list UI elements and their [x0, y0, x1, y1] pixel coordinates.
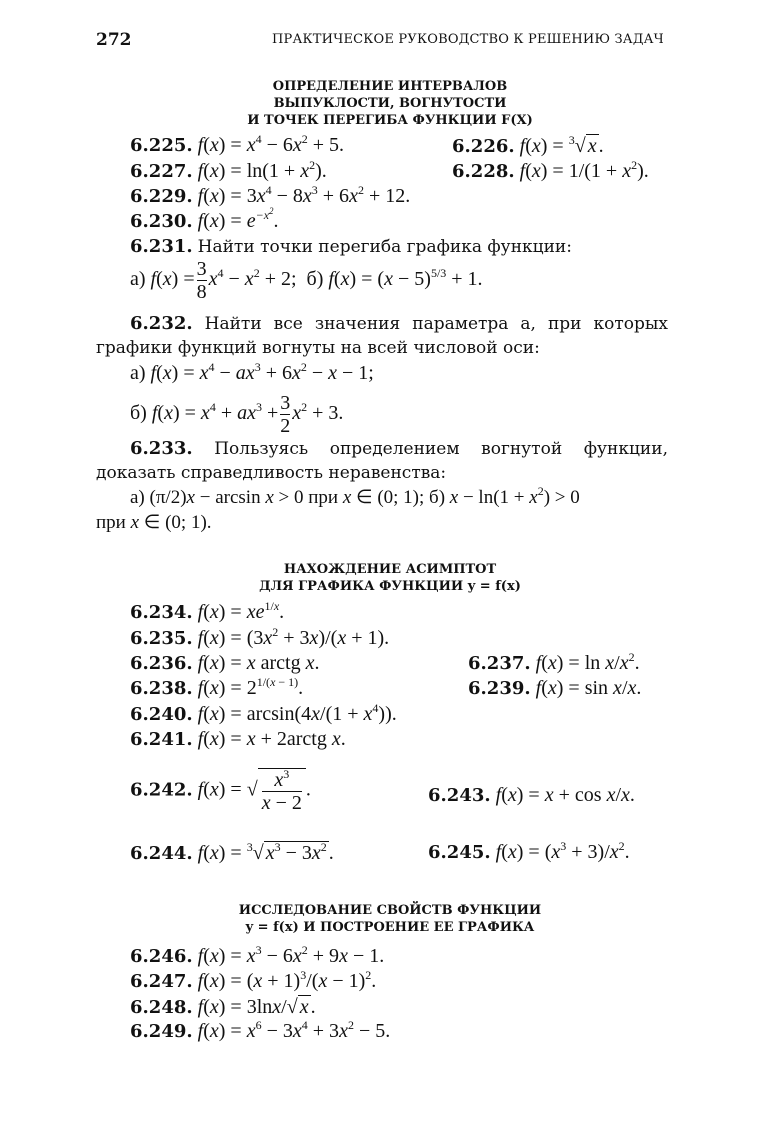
problem-6-246: 6.246. $f(x) = x^3 - 6x^2 + 9x - 1$. [130, 943, 385, 967]
problem-number: 6.233. [130, 438, 193, 459]
section-3-heading [110, 902, 670, 936]
problem-number: 6.247. [130, 971, 193, 992]
problem-6-243: 6.243. f(x) = x + cos x/x. [428, 784, 635, 806]
problem-number: 6.240. [130, 704, 193, 725]
problem-number: 6.236. [130, 653, 193, 674]
section-2-heading [110, 561, 670, 595]
problem-6-241: 6.241. f(x) = x + 2arctg x. [130, 728, 346, 750]
problem-number: 6.230. [130, 211, 193, 232]
problem-6-249: 6.249. $f(x) = x^6 - 3x^4 + 3x^2 - 5$. [130, 1018, 391, 1042]
cube-root: x [587, 135, 597, 157]
problem-6-248: 6.248. f(x) = 3lnx/√ x . [130, 996, 316, 1018]
problem-number: 6.248. [130, 997, 193, 1018]
section-3-title-line2: y = f(x) И ПОСТРОЕНИЕ ЕЕ ГРАФИКА [245, 920, 535, 935]
problem-number: 6.235. [130, 628, 193, 649]
problem-number: 6.227. [130, 161, 193, 182]
problem-number: 6.225. [130, 135, 193, 156]
problem-number: 6.229. [130, 186, 193, 207]
problem-number: 6.245. [428, 842, 491, 863]
problem-6-229: 6.229. $f(x) = 3x^4 - 8x^3 + 6x^2 + 12$. [130, 183, 411, 207]
problem-6-232 [96, 312, 668, 360]
problem-6-245: 6.245. $f(x) = (x^3 + 3)/x^2$. [428, 839, 630, 863]
problem-6-226: 6.226. f(x) = $^3$√ x . [452, 133, 604, 157]
section-2-title-line2: ДЛЯ ГРАФИКА ФУНКЦИИ y = f(x) [259, 579, 521, 594]
problem-6-225: 6.225. $f(x) = x^4 - 6x^2 + 5$. [130, 132, 345, 156]
section-1-title-line2: ВЫПУКЛОСТИ, ВОГНУТОСТИ [273, 96, 507, 111]
problem-number: 6.228. [452, 161, 515, 182]
problem-6-233 [96, 437, 668, 485]
problem-text: Найти все значения параметра a, при которых графики функций вогнуты на всей числовой оси: [96, 314, 668, 358]
problem-6-228: 6.228. $f(x) = 1/(1 + x^2)$. [452, 158, 649, 182]
problem-6-232-part-b: б) $f(x) = x^4 + ax^3$ + $\frac{3}{2}$ $x^2 + 3$. [130, 392, 344, 437]
problem-number: 6.244. [130, 843, 193, 864]
problem-number: 6.231. [130, 236, 193, 257]
section-1-title-line1: ОПРЕДЕЛЕНИЕ ИНТЕРВАЛОВ [272, 79, 508, 94]
problem-6-244: 6.244. f(x) = $^3$√ $x^3 - 3x^2$ . [130, 840, 334, 864]
page-number: 272 [96, 30, 132, 50]
square-root [258, 768, 306, 814]
problem-6-238: 6.238. $f(x) = 2^{1/(x - 1)}$. [130, 675, 304, 699]
problem-6-234: 6.234. $f(x) = xe^{1/x}$. [130, 599, 285, 623]
section-2-title-line1: НАХОЖДЕНИЕ АСИМПТОТ [283, 562, 497, 577]
problem-6-247: 6.247. $f(x) = (x + 1)^3/(x - 1)^2$. [130, 968, 377, 992]
problem-number: 6.232. [130, 313, 193, 334]
fraction: $\frac{x^3}{x - 2}$ [261, 767, 302, 814]
problem-number: 6.249. [130, 1021, 193, 1042]
problem-text: Пользуясь определением вогнутой функции, доказать справедливость неравенства: [96, 439, 668, 483]
problem-6-240: 6.240. $f(x) = \arcsin(4x/(1 + x^4))$. [130, 701, 397, 725]
problem-6-231-parts: а) f(x) = $\frac{3}{8}$ $x^4 - x^2 + 2$; б) $f(x) = (x - 5)^{5/3} + 1$. [130, 258, 483, 303]
problem-6-232-part-a: а) $f(x) = x^4 - ax^3 + 6x^2 - x - 1$; [130, 360, 374, 384]
problem-6-230: 6.230. $f(x) = e^{-x^2}$. [130, 206, 279, 232]
problem-number: 6.243. [428, 785, 491, 806]
problem-number: 6.242. [130, 779, 193, 801]
formula: f [197, 134, 204, 156]
problem-6-233-part-b: при x ∈ (0; 1). [96, 512, 212, 533]
problem-number: 6.237. [468, 653, 531, 674]
square-root: x [299, 996, 309, 1018]
problem-number: 6.241. [130, 729, 193, 750]
problem-6-231 [130, 235, 572, 258]
section-3-title-line1: ИССЛЕДОВАНИЕ СВОЙСТВ ФУНКЦИИ [238, 903, 542, 918]
problem-number: 6.238. [130, 678, 193, 699]
problem-text: Найти точки перегиба графика функции: [197, 237, 572, 257]
problem-number: 6.246. [130, 946, 193, 967]
problem-6-233-part-a: а) (π/2)x − arcsin x > 0 при x ∈ (0; 1); б) $x - \ln(1 + x^2) > 0$ [130, 484, 580, 508]
section-1-title-line3: И ТОЧЕК ПЕРЕГИБА ФУНКЦИИ F(X) [247, 113, 533, 128]
fraction: $\frac{3}{2}$ [280, 392, 291, 437]
section-1-heading [110, 78, 670, 129]
problem-6-227: 6.227. $f(x) = \ln(1 + x^2)$. [130, 158, 327, 182]
cube-root: $x^3 - 3x^2$ [265, 840, 327, 864]
problem-6-235: 6.235. $f(x) = (3x^2 + 3x)/(x + 1)$. [130, 625, 390, 649]
running-title: ПРАКТИЧЕСКОЕ РУКОВОДСТВО К РЕШЕНИЮ ЗАДАЧ [272, 32, 664, 47]
fraction: $\frac{3}{8}$ [196, 258, 207, 303]
problem-number: 6.234. [130, 602, 193, 623]
problem-number: 6.239. [468, 678, 531, 699]
problem-6-236: 6.236. f(x) = x arctg x. [130, 652, 320, 674]
problem-6-237: 6.237. $f(x) = \ln x/x^2$. [468, 650, 640, 674]
problem-6-239: 6.239. f(x) = sin x/x. [468, 677, 642, 699]
problem-6-242: 6.242. f(x) = √ $\frac{x^3}{x - 2}$ . [130, 767, 311, 814]
problem-number: 6.226. [452, 136, 515, 157]
